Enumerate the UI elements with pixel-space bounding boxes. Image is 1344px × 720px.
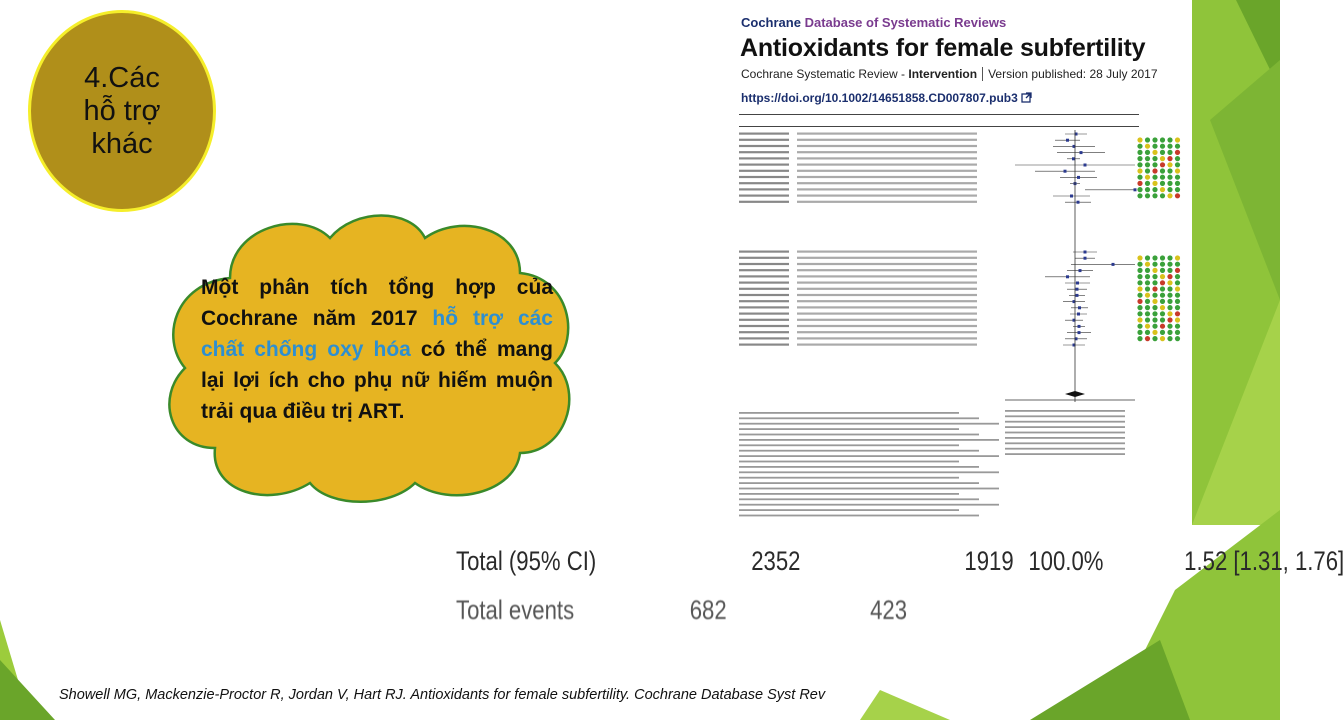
bias-dot [1152, 286, 1157, 291]
bias-dot [1152, 336, 1157, 341]
bias-dot [1167, 299, 1172, 304]
point-estimate [1076, 282, 1079, 285]
point-estimate [1064, 170, 1067, 173]
bias-dot [1175, 293, 1180, 298]
bias-dot [1152, 299, 1157, 304]
study-row-text [739, 195, 789, 197]
study-row-values [797, 294, 977, 296]
study-row-text [739, 269, 789, 271]
zoom-total-label: Total (95% CI) [456, 546, 597, 576]
bias-dot [1152, 193, 1157, 198]
forest-plot-image [735, 112, 1190, 524]
bias-dot [1152, 150, 1157, 155]
study-row-text [739, 157, 789, 159]
bias-dot [1167, 193, 1172, 198]
bias-dot [1175, 311, 1180, 316]
study-row-values [797, 269, 977, 271]
zoomed-total-row [456, 546, 1344, 577]
bias-dot [1167, 168, 1172, 173]
study-row-values [797, 331, 977, 333]
bias-dot [1145, 262, 1150, 267]
bias-dot [1175, 274, 1180, 279]
study-row-text [739, 176, 789, 178]
bias-dot [1145, 144, 1150, 149]
bias-dot [1152, 330, 1157, 335]
study-row-values [797, 257, 977, 259]
bias-dot [1145, 162, 1150, 167]
bias-dot [1160, 156, 1165, 161]
footnote-line [739, 412, 959, 414]
point-estimate [1079, 269, 1082, 272]
footnote-line [739, 477, 959, 479]
study-row-values [797, 139, 977, 141]
point-estimate [1077, 313, 1080, 316]
footnote-line [739, 434, 979, 436]
point-estimate [1066, 139, 1069, 142]
bias-dot [1167, 268, 1172, 273]
bias-dot [1167, 311, 1172, 316]
bias-dot [1152, 187, 1157, 192]
meta-divider [982, 67, 983, 81]
cloud-text-before: Một phân tích tổng hợp của Cochrane năm 2017 [201, 276, 553, 330]
bias-dot [1152, 305, 1157, 310]
footnote-line [739, 498, 979, 500]
bias-dot [1137, 299, 1142, 304]
bias-dot [1137, 156, 1142, 161]
bias-dot [1167, 280, 1172, 285]
study-row-values [797, 188, 977, 190]
forest-plot-rows-2 [739, 251, 1135, 347]
title-circle [28, 10, 216, 212]
bias-dot [1160, 299, 1165, 304]
bias-dot [1175, 144, 1180, 149]
bias-dot [1175, 162, 1180, 167]
bias-dot [1160, 144, 1165, 149]
study-row-text [739, 164, 789, 166]
footnote-line [739, 471, 999, 473]
bias-dot [1175, 336, 1180, 341]
bias-dot [1175, 187, 1180, 192]
bias-legend-line [1005, 426, 1125, 428]
cochrane-brand-name: Cochrane [741, 15, 801, 30]
bias-dot [1160, 150, 1165, 155]
bias-dot [1145, 311, 1150, 316]
bias-dot [1160, 311, 1165, 316]
bias-dot [1160, 193, 1165, 198]
study-row-text [739, 275, 789, 277]
study-row-values [797, 275, 977, 277]
zoom-antioxidant-events: 682 [689, 595, 727, 625]
bias-dot [1137, 324, 1142, 329]
point-estimate [1076, 294, 1079, 297]
study-row-text [739, 251, 789, 253]
bias-dot [1152, 274, 1157, 279]
bias-dot [1175, 181, 1180, 186]
study-row-values [797, 288, 977, 290]
bias-dot [1152, 156, 1157, 161]
cochrane-database-name: Database of Systematic Reviews [804, 15, 1007, 30]
bias-dot [1160, 168, 1165, 173]
footnote-line [739, 423, 999, 425]
footnote-line [739, 466, 979, 468]
bias-dot [1160, 330, 1165, 335]
bias-dot [1137, 175, 1142, 180]
bias-dot [1175, 193, 1180, 198]
study-row-values [797, 157, 977, 159]
bias-legend-line [1005, 448, 1125, 450]
study-row-values [797, 145, 977, 147]
study-row-text [739, 331, 789, 333]
forest-plot-footnotes [739, 410, 1125, 516]
study-row-text [739, 319, 789, 321]
study-row-values [797, 313, 977, 315]
bias-dot [1145, 305, 1150, 310]
study-row-text [739, 337, 789, 339]
bias-dot [1152, 181, 1157, 186]
study-row-values [797, 151, 977, 153]
bias-dot [1137, 262, 1142, 267]
bias-legend-line [1005, 432, 1125, 434]
bias-dot [1152, 280, 1157, 285]
study-row-values [797, 319, 977, 321]
bias-dot [1145, 330, 1150, 335]
study-row-text [739, 257, 789, 259]
point-estimate [1072, 157, 1075, 160]
bias-dot [1167, 156, 1172, 161]
study-row-values [797, 251, 977, 253]
footnote-line [739, 439, 999, 441]
bias-dot [1160, 286, 1165, 291]
study-row-values [797, 282, 977, 284]
footnote-line [739, 493, 959, 495]
forest-plot-axis [1005, 130, 1135, 402]
bias-dot [1152, 175, 1157, 180]
footnote-line [739, 461, 959, 463]
bias-dot [1167, 324, 1172, 329]
bias-dot [1145, 187, 1150, 192]
zoom-weight: 100.0% [1028, 546, 1104, 576]
bias-dot [1137, 286, 1142, 291]
zoom-control-events: 423 [870, 595, 908, 625]
bias-dot [1167, 144, 1172, 149]
bias-dot [1152, 293, 1157, 298]
review-title: Antioxidants for female subfertility [740, 34, 1146, 62]
point-estimate [1076, 288, 1079, 291]
bias-dot [1152, 324, 1157, 329]
doi-text: https://doi.org/10.1002/14651858.CD007807.pub3 [741, 91, 1018, 105]
bias-dot [1175, 156, 1180, 161]
bias-legend-line [1005, 442, 1125, 444]
bias-dot [1152, 262, 1157, 267]
bias-dot [1137, 150, 1142, 155]
zoomed-totals [456, 540, 1344, 650]
bias-dot [1152, 168, 1157, 173]
footnote-line [739, 450, 979, 452]
study-row-text [739, 282, 789, 284]
study-row-text [739, 139, 789, 141]
bias-dot [1137, 274, 1142, 279]
bias-dot [1167, 162, 1172, 167]
bias-dot [1145, 317, 1150, 322]
bias-dot [1137, 137, 1142, 142]
study-row-text [739, 325, 789, 327]
bias-legend-line [1005, 410, 1125, 412]
point-estimate [1134, 188, 1137, 191]
point-estimate [1066, 275, 1069, 278]
bias-dot [1167, 175, 1172, 180]
bias-legend-line [1005, 437, 1125, 439]
bias-dot [1137, 293, 1142, 298]
footnote-line [739, 515, 979, 517]
footnote-line [739, 504, 999, 506]
bias-dot [1160, 162, 1165, 167]
study-row-text [739, 263, 789, 265]
bias-dot [1137, 144, 1142, 149]
slide-title [62, 62, 182, 161]
cloud-text [201, 272, 553, 427]
bias-dot [1160, 324, 1165, 329]
bias-dot [1175, 255, 1180, 260]
bias-dot [1175, 324, 1180, 329]
bias-dot [1160, 262, 1165, 267]
bias-dot [1137, 268, 1142, 273]
external-link-icon [1021, 92, 1032, 103]
bias-dot [1167, 137, 1172, 142]
forest-plot-rows-1 [739, 133, 1137, 204]
study-row-values [797, 201, 977, 203]
study-row-values [797, 170, 977, 172]
study-row-values [797, 176, 977, 178]
bias-legend-line [1005, 421, 1125, 423]
slide-title-line-2: hỗ trợ [83, 94, 161, 127]
point-estimate [1078, 306, 1081, 309]
bias-dot [1145, 156, 1150, 161]
bias-dot [1160, 187, 1165, 192]
bias-dot [1160, 175, 1165, 180]
bias-dot [1137, 317, 1142, 322]
point-estimate [1112, 263, 1115, 266]
review-doi-link[interactable] [741, 91, 1032, 105]
footnote-line [739, 417, 979, 419]
bias-dot [1167, 187, 1172, 192]
cloud-text-after: có thể mang lại lợi ích cho phụ nữ hiếm muộn trải qua điều trị ART. [201, 338, 553, 423]
study-row-text [739, 294, 789, 296]
study-row-text [739, 188, 789, 190]
bias-dot [1145, 293, 1150, 298]
bias-dot [1145, 280, 1150, 285]
bias-dot [1160, 293, 1165, 298]
bias-dot [1145, 193, 1150, 198]
bias-dot [1145, 175, 1150, 180]
bias-dot [1145, 286, 1150, 291]
point-estimate [1084, 164, 1087, 167]
study-row-text [739, 145, 789, 147]
cloud-text-highlight: hỗ trợ các chất chống oxy hóa [201, 307, 553, 361]
bias-dot [1137, 330, 1142, 335]
bias-dot [1145, 168, 1150, 173]
bias-dot [1137, 181, 1142, 186]
zoomed-events-row [456, 595, 907, 626]
point-estimate [1084, 257, 1087, 260]
citation: Showell MG, Mackenzie-Proctor R, Jordan V, Hart RJ. Antioxidants for female subfertility. Cochrane Database Syst Rev [59, 687, 826, 703]
bias-dot [1167, 286, 1172, 291]
bias-dot [1145, 255, 1150, 260]
bias-dot [1152, 144, 1157, 149]
footnote-line [739, 482, 979, 484]
study-row-values [797, 306, 977, 308]
study-row-values [797, 182, 977, 184]
bias-dot [1167, 181, 1172, 186]
bias-dot [1175, 268, 1180, 273]
point-estimate [1077, 176, 1080, 179]
point-estimate [1078, 325, 1081, 328]
bias-dot [1152, 255, 1157, 260]
bias-dot [1175, 330, 1180, 335]
bias-dot [1160, 280, 1165, 285]
study-row-values [797, 263, 977, 265]
bias-dot [1160, 255, 1165, 260]
bias-dot [1145, 137, 1150, 142]
study-row-values [797, 300, 977, 302]
bias-legend-line [1005, 453, 1125, 455]
bias-dot [1137, 162, 1142, 167]
bias-dot [1160, 137, 1165, 142]
zoom-antioxidant-total: 2352 [751, 546, 801, 576]
bias-dot [1175, 168, 1180, 173]
bias-dot [1160, 336, 1165, 341]
bias-dot [1175, 262, 1180, 267]
study-row-values [797, 344, 977, 346]
cochrane-review-panel [731, 12, 1192, 528]
bias-dot [1137, 255, 1142, 260]
slide-title-line-1: 4.Các [84, 61, 160, 94]
bias-dot [1152, 317, 1157, 322]
bias-dot [1175, 280, 1180, 285]
footnote-line [739, 444, 959, 446]
zoom-events-label: Total events [456, 595, 575, 625]
study-row-text [739, 151, 789, 153]
review-type: Cochrane Systematic Review - [741, 67, 909, 81]
bias-dot [1160, 181, 1165, 186]
footnote-line [739, 428, 959, 430]
point-estimate [1080, 151, 1083, 154]
zoom-odds-ratio: 1.52 [1.31, 1.76] [1184, 546, 1344, 576]
bias-dot [1152, 311, 1157, 316]
study-row-text [739, 133, 789, 135]
bias-dot [1145, 324, 1150, 329]
bias-dot [1167, 317, 1172, 322]
study-row-text [739, 344, 789, 346]
bias-dot [1175, 317, 1180, 322]
cochrane-brand [741, 15, 1006, 30]
bias-dot [1175, 150, 1180, 155]
review-meta [741, 67, 1158, 81]
review-kind: Intervention [908, 67, 978, 81]
bias-dot [1145, 336, 1150, 341]
bias-dot [1167, 293, 1172, 298]
point-estimate [1084, 251, 1087, 254]
bias-dot [1145, 299, 1150, 304]
bias-dot [1160, 317, 1165, 322]
bias-dot [1167, 150, 1172, 155]
footnote-line [739, 455, 999, 457]
bias-dot [1145, 268, 1150, 273]
study-row-values [797, 195, 977, 197]
point-estimate [1070, 195, 1073, 198]
study-row-text [739, 306, 789, 308]
footnote-line [739, 509, 959, 511]
bias-dot [1152, 137, 1157, 142]
bias-dot [1167, 305, 1172, 310]
bias-dot [1167, 255, 1172, 260]
point-estimate [1077, 201, 1080, 204]
bias-dot [1137, 311, 1142, 316]
bias-legend-line [1005, 415, 1125, 417]
slide-title-line-3: khác [91, 127, 153, 160]
bias-dot [1137, 168, 1142, 173]
bias-dot [1160, 274, 1165, 279]
bias-dot [1175, 299, 1180, 304]
bias-dot [1137, 193, 1142, 198]
study-row-values [797, 325, 977, 327]
bias-dot [1137, 305, 1142, 310]
study-row-text [739, 170, 789, 172]
bias-dot [1137, 280, 1142, 285]
zoom-control-total: 1919 [964, 546, 1014, 576]
bias-dot [1167, 330, 1172, 335]
study-row-values [797, 337, 977, 339]
bias-dot [1175, 175, 1180, 180]
bias-dot [1160, 305, 1165, 310]
study-row-values [797, 133, 977, 135]
bias-dot [1175, 286, 1180, 291]
point-estimate [1078, 331, 1081, 334]
bias-dot [1167, 274, 1172, 279]
bias-dot [1175, 305, 1180, 310]
study-row-text [739, 201, 789, 203]
bias-dot [1145, 150, 1150, 155]
study-row-text [739, 313, 789, 315]
bias-dot [1152, 162, 1157, 167]
forest-plot-header [739, 114, 1139, 127]
study-row-text [739, 300, 789, 302]
bias-dot [1152, 268, 1157, 273]
bias-dot [1167, 262, 1172, 267]
bias-dot [1160, 268, 1165, 273]
study-row-text [739, 288, 789, 290]
risk-of-bias-dots [1137, 137, 1180, 341]
bias-dot [1167, 336, 1172, 341]
footnote-line [739, 488, 999, 490]
bias-dot [1137, 187, 1142, 192]
study-row-values [797, 164, 977, 166]
bias-dot [1175, 137, 1180, 142]
bias-dot [1145, 181, 1150, 186]
bias-dot [1137, 336, 1142, 341]
study-row-text [739, 182, 789, 184]
bias-dot [1145, 274, 1150, 279]
review-version: Version published: 28 July 2017 [988, 67, 1158, 81]
